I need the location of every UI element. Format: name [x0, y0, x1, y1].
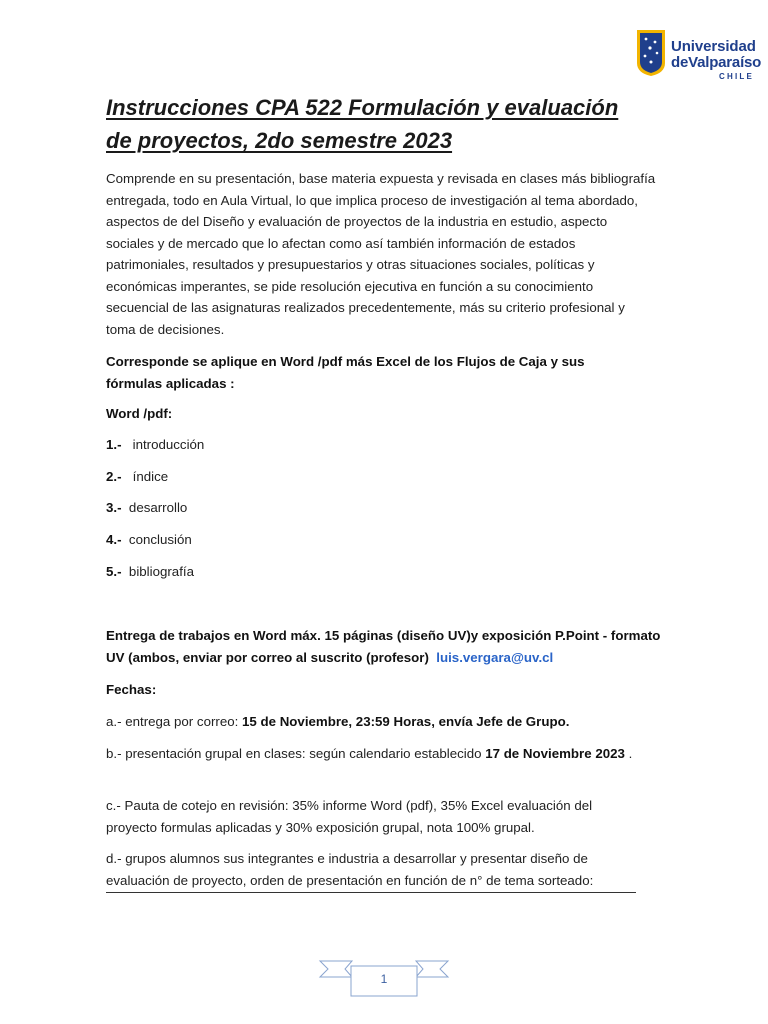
list-item	[106, 562, 194, 582]
title-line-2: de proyectos, 2do semestre 2023	[106, 128, 453, 153]
list-item-label: conclusión	[128, 532, 192, 547]
list-item	[106, 435, 204, 455]
date-a-deadline: 15 de Noviembre, 23:59 Horas, envía Jefe de Grupo.	[242, 714, 570, 729]
list-item-number: 1.-	[106, 437, 122, 452]
logo-line-2: deValparaíso	[671, 54, 762, 71]
delivery-paragraph	[106, 625, 661, 668]
date-b-suffix: .	[624, 746, 633, 761]
logo-line-3: CHILE	[719, 72, 754, 81]
list-item-number: 2.-	[106, 469, 122, 484]
shield-icon	[636, 29, 666, 77]
date-item-c: c.- Pauta de cotejo en revisión: 35% informe Word (pdf), 35% Excel evaluación del proyecto formulas aplicadas y 30% exposición grupal, nota 100% grupal.	[106, 798, 593, 835]
dates-heading: Fechas:	[106, 682, 157, 697]
list-item	[106, 467, 168, 487]
date-item-a	[106, 711, 666, 733]
date-item-d: d.- grupos alumnos sus integrantes e industria a desarrollar y presentar diseño de evaluación de proyecto, orden de presentación en función de n° de tema sorteado:	[106, 851, 594, 888]
horizontal-rule	[106, 892, 636, 893]
intro-paragraph: Comprende en su presentación, base materia expuesta y revisada en clases más bibliografía entregada, todo en Aula Virtual, lo que implica proceso de investigación al tema abordado, aspectos de del Diseño y evaluación de proyectos de la industria en estudio, aspecto sociales y de mercado que lo afectan como así también información de estados patrimoniales, resultados y presupuestarios y otras situaciones sociales, políticas y económicas imperantes, se pide resolución ejecutiva en función a su conocimiento secuencial de las asignaturas realizados precedentemente, más su criterio profesional y toma de decisiones.	[106, 171, 656, 337]
delivery-text: Entrega de trabajos en Word máx. 15 páginas (diseño UV)y exposición P.Point - formato UV (ambos, enviar por correo al suscrito (profesor)	[106, 628, 661, 665]
requirement-text: Corresponde se aplique en Word /pdf más Excel de los Flujos de Caja y sus fórmulas aplicadas :	[106, 354, 585, 391]
list-item-number: 5.-	[106, 564, 122, 579]
list-item-number: 4.-	[106, 532, 122, 547]
word-heading: Word /pdf:	[106, 406, 173, 421]
page-number: 1	[380, 972, 388, 986]
list-item-label: introducción	[132, 437, 205, 452]
university-logo	[633, 29, 762, 81]
date-item-b	[106, 743, 646, 765]
list-item	[106, 498, 187, 518]
date-a-prefix: a.- entrega por correo:	[106, 714, 242, 729]
list-item-label: índice	[132, 469, 169, 484]
date-b-prefix: b.- presentación grupal en clases: según calendario establecido	[106, 746, 486, 761]
professor-email-link[interactable]: luis.vergara@uv.cl	[436, 649, 554, 665]
page-title	[106, 91, 666, 157]
logo-line-1: Universidad	[671, 38, 756, 55]
title-line-1: Instrucciones CPA 522 Formulación y evaluación	[106, 95, 619, 120]
list-item-number: 3.-	[106, 500, 122, 515]
list-item-label: bibliografía	[128, 564, 194, 579]
date-b-deadline: 17 de Noviembre 2023	[485, 746, 625, 761]
list-item-label: desarrollo	[128, 500, 188, 515]
list-item	[106, 530, 192, 550]
